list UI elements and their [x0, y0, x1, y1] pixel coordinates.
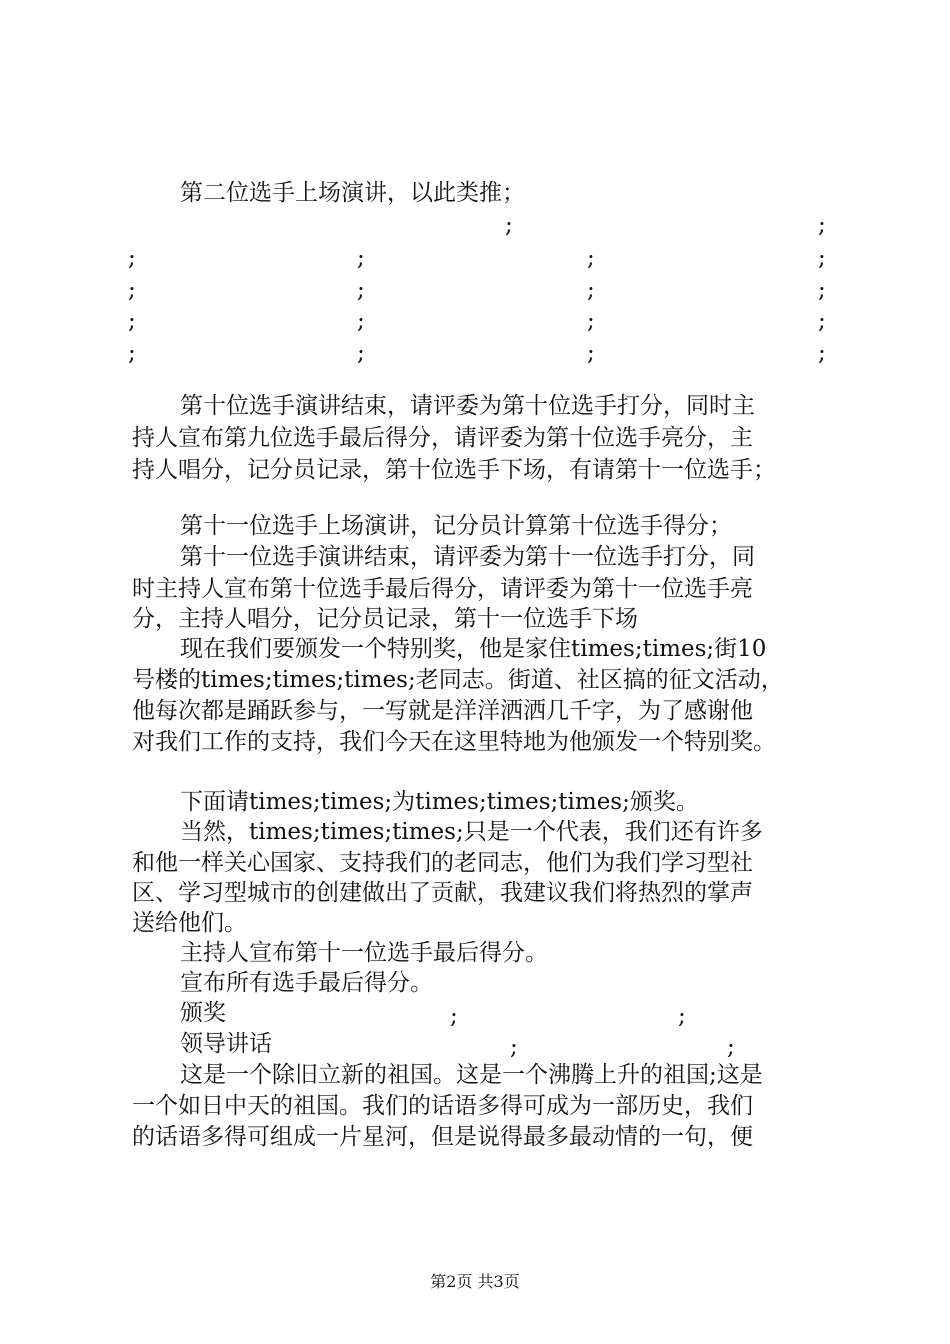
semicolon-mark: ; — [818, 245, 826, 271]
paragraph-line: 第十一位选手上场演讲，记分员计算第十位选手得分； — [180, 513, 732, 539]
semicolon-mark: ; — [818, 340, 826, 366]
paragraph-line: 的话语多得可组成一片星河，但是说得最多最动情的一句，便 — [132, 1124, 753, 1150]
semicolon-mark: ; — [128, 277, 136, 303]
paragraph-line: 他每次都是踊跃参与，一写就是洋洋洒洒几千字，为了感谢他 — [132, 698, 753, 724]
semicolon-mark: ; — [818, 308, 826, 334]
paragraph-line: 这是一个除旧立新的祖国。这是一个沸腾上升的祖国;这是 — [180, 1062, 763, 1088]
paragraph-line: 区、学习型城市的创建做出了贡献，我建议我们将热烈的掌声 — [132, 880, 753, 906]
semicolon-mark: ; — [505, 212, 513, 238]
semicolon-mark: ; — [128, 245, 136, 271]
semicolon-mark: ; — [357, 340, 365, 366]
semicolon-mark: ; — [128, 308, 136, 334]
paragraph-line: 第十一位选手演讲结束，请评委为第十一位选手打分，同 — [180, 544, 755, 570]
paragraph-line: 送给他们。 — [132, 910, 247, 936]
paragraph-line: 号楼的times;times;times;老同志。街道、社区搞的征文活动， — [132, 667, 784, 693]
semicolon-mark: ; — [587, 245, 595, 271]
semicolon-mark: ; — [727, 1034, 735, 1060]
semicolon-mark: ; — [587, 340, 595, 366]
semicolon-mark: ; — [818, 277, 826, 303]
paragraph-line: 颁奖 — [180, 1000, 226, 1026]
paragraph-line: 对我们工作的支持，我们今天在这里特地为他颁发一个特别奖。 — [132, 729, 776, 755]
page-number-footer: 第2页 共3页 — [430, 1272, 520, 1291]
paragraph-line: 现在我们要颁发一个特别奖，他是家住times;times;街10 — [180, 636, 767, 662]
semicolon-mark: ; — [450, 1003, 458, 1029]
paragraph-line: 和他一样关心国家、支持我们的老同志，他们为我们学习型社 — [132, 850, 753, 876]
semicolon-mark: ; — [128, 340, 136, 366]
paragraph-line: 第十位选手演讲结束，请评委为第十位选手打分，同时主 — [180, 393, 755, 419]
semicolon-mark: ; — [357, 308, 365, 334]
paragraph-line: 一个如日中天的祖国。我们的话语多得可成为一部历史，我们 — [132, 1093, 753, 1119]
paragraph-line: 领导讲话 — [180, 1031, 272, 1057]
paragraph-line: 当然，times;times;times;只是一个代表，我们还有许多 — [180, 819, 763, 845]
semicolon-mark: ; — [587, 277, 595, 303]
paragraph-line: 持人宣布第九位选手最后得分，请评委为第十位选手亮分，主 — [132, 425, 753, 451]
paragraph-line: 第二位选手上场演讲，以此类推； — [180, 180, 525, 206]
semicolon-mark: ; — [818, 212, 826, 238]
paragraph-line: 宣布所有选手最后得分。 — [180, 970, 433, 996]
semicolon-mark: ; — [587, 308, 595, 334]
semicolon-mark: ; — [357, 245, 365, 271]
paragraph-line: 下面请times;times;为times;times;times;颁奖。 — [180, 789, 699, 815]
paragraph-line: 主持人宣布第十一位选手最后得分。 — [180, 940, 548, 966]
paragraph-line: 分，主持人唱分，记分员记录，第十一位选手下场 — [132, 606, 638, 632]
paragraph-line: 时主持人宣布第十位选手最后得分，请评委为第十一位选手亮 — [132, 576, 753, 602]
semicolon-mark: ; — [678, 1003, 686, 1029]
semicolon-mark: ; — [510, 1034, 518, 1060]
semicolon-mark: ; — [357, 277, 365, 303]
paragraph-line: 持人唱分，记分员记录，第十位选手下场，有请第十一位选手； — [132, 457, 776, 483]
